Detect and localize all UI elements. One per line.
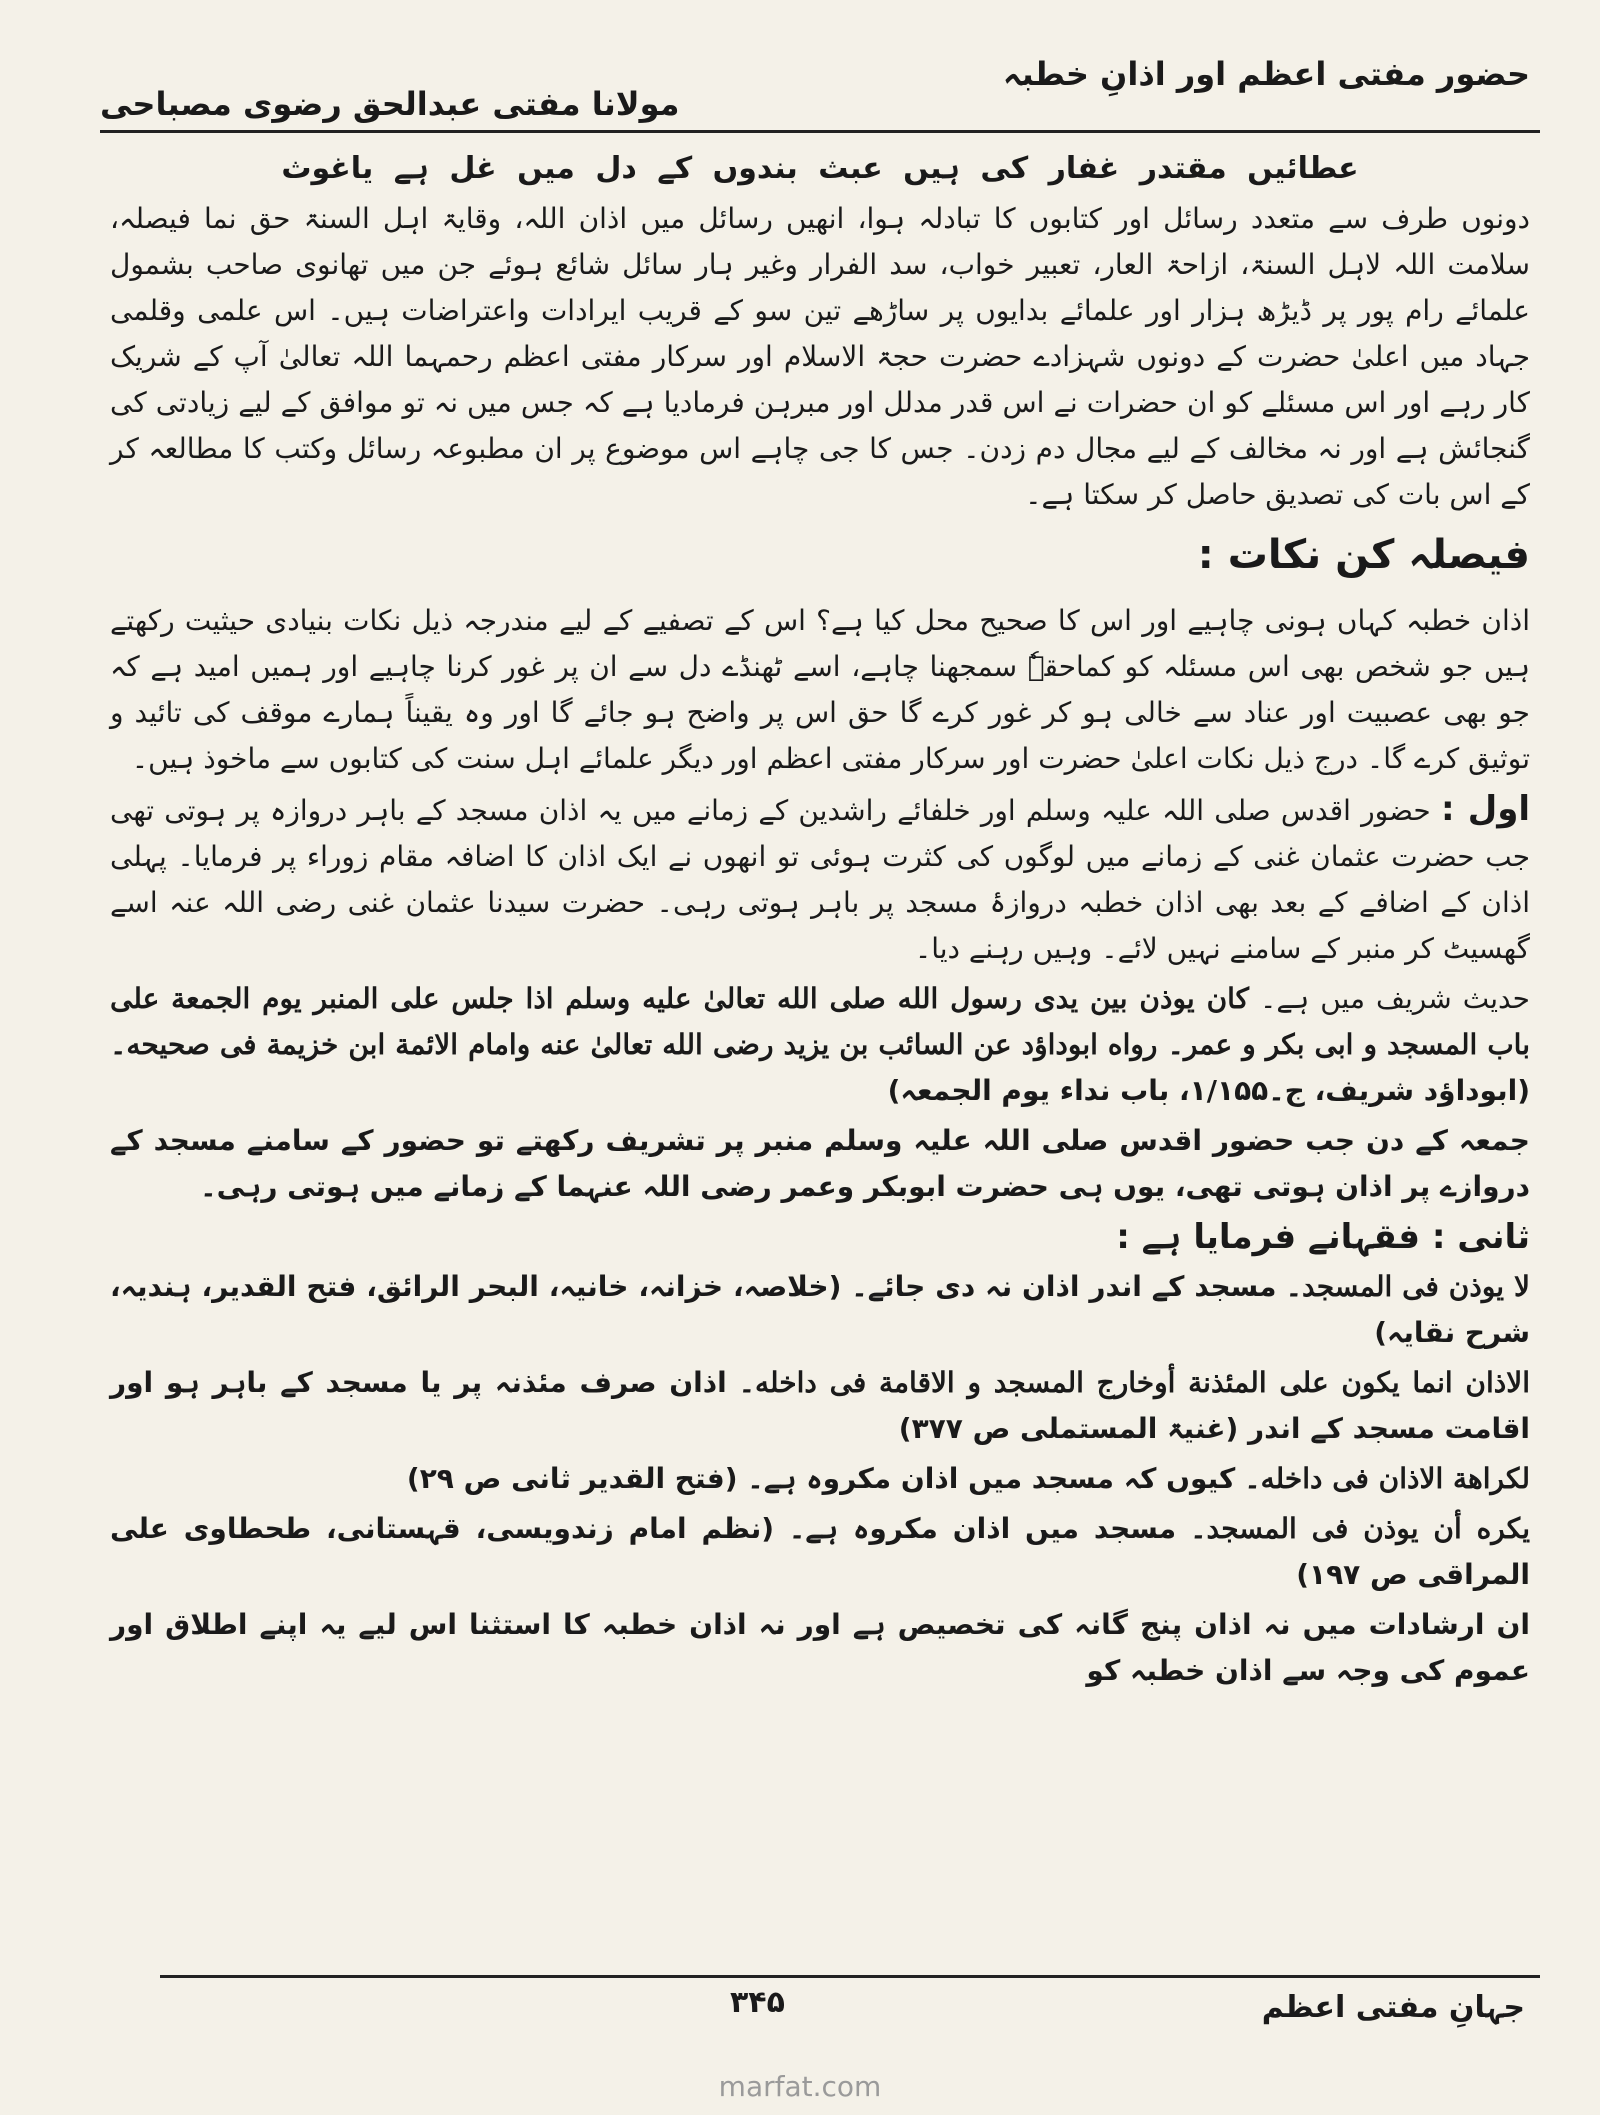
book-title: جہانِ مفتی اعظم bbox=[1261, 1990, 1525, 2025]
paragraph-points-intro: اذان خطبہ کہاں ہونی چاہیے اور اس کا صحیح محل کیا ہے؟ اس کے تصفیے کے لیے مندرجہ ذیل نکات بنیادی حیثیت رکھتے ہیں جو شخص بھی اس مسئلہ کو کماحقہٗ سمجھنا چاہے، اسے ٹھنڈے دل سے ان پر غور کرنا چاہیے اور ہمیں امید ہے کہ جو بھی عصبیت اور عناد سے خالی ہو کر غور کرے گا حق اس پر واضح ہو جائے گا اور وہ یقیناً ہمارے موقف کی تائید و توثیق کرے گا۔ درج ذیل نکات اعلیٰ حضرت اور سرکار مفتی اعظم اور دیگر علمائے اہل سنت کی کتابوں سے ماخوذ ہیں۔ bbox=[110, 604, 1530, 775]
quote-3-urdu: کیوں کہ مسجد میں اذان مکروہ ہے۔ (فتح القدیر ثانی ص ۲۹) bbox=[406, 1462, 1236, 1495]
awwal-text: حضور اقدس صلی اللہ علیہ وسلم اور خلفائے راشدین کے زمانے میں یہ اذان مسجد کے باہر دروازہ پر ہوتی تھی جب حضرت عثمان غنی کے زمانے میں لوگوں کی کثرت ہوئی تو انھوں نے ایک اذان کا اضافہ مقام زوراء پر فرمایا۔ پہلی اذان کے اضافے کے بعد بھی اذان خطبہ دروازۂ مسجد پر باہر ہوتی رہی۔ حضرت سیدنا عثمان غنی رضی اللہ عنہ اسے گھسیٹ کر منبر کے سامنے نہیں لائے۔ وہیں رہنے دیا۔ bbox=[110, 794, 1530, 965]
hadith-lead: حدیث شریف میں ہے۔ bbox=[1260, 982, 1530, 1015]
hadith-reference: (ابوداؤد شریف، ج۔۱/۱۵۵، باب نداء یوم الجمعہ) bbox=[887, 1074, 1530, 1107]
section-heading: فیصلہ کن نکات : bbox=[1197, 532, 1530, 578]
paragraph-conclusion: ان ارشادات میں نہ اذان پنج گانہ کی تخصیص ہے اور نہ اذان خطبہ کا استثنا اس لیے یہ اپنے اطلاق اور عموم کی وجہ سے اذان خطبہ کو bbox=[110, 1608, 1530, 1687]
paragraph-hadith bbox=[110, 976, 1530, 1114]
hadith-arabic: كان يوذن بين يدى رسول الله صلى الله تعالىٰ عليه وسلم اذا جلس على المنبر يوم الجمعة على باب المسجد و ابى بكر و عمر۔ رواه ابوداؤد عن السائب بن يزيد رضى الله تعالىٰ عنه وامام الائمة ابن خزيمة فى صحيحه۔ bbox=[110, 982, 1530, 1061]
quote-2 bbox=[110, 1360, 1530, 1452]
quote-1-urdu: مسجد کے اندر اذان نہ دی جائے۔ (خلاصہ، خزانہ، خانیہ، البحر الرائق، فتح القدیر، ہندیہ، شرح نقایہ) bbox=[110, 1270, 1530, 1349]
quote-1-arabic: لا يوذن فى المسجد۔ bbox=[1285, 1270, 1530, 1303]
header-rule bbox=[100, 130, 1540, 133]
paragraph-hadith-translation: جمعہ کے دن جب حضور اقدس صلی اللہ علیہ وسلم منبر پر تشریف رکھتے تو حضور کے سامنے مسجد کے دروازے پر اذان ہوتی تھی، یوں ہی حضرت ابوبکر وعمر رضی اللہ عنہما کے زمانے میں ہوتی رہی۔ bbox=[110, 1124, 1530, 1203]
quote-3-arabic: لكراهة الاذان فى داخله۔ bbox=[1244, 1462, 1530, 1495]
paragraph-awwal bbox=[110, 786, 1530, 972]
quote-4-urdu: مسجد میں اذان مکروہ ہے۔ (نظم امام زندویسی، قہستانی، طحطاوی علی المراقی ص ۱۹۷) bbox=[110, 1512, 1530, 1591]
quote-2-arabic: الاذان انما يكون على المئذنة أوخارج المسجد و الاقامة فى داخله۔ bbox=[738, 1366, 1530, 1399]
paragraph-intro: دونوں طرف سے متعدد رسائل اور کتابوں کا تبادلہ ہوا، انھیں رسائل میں اذان اللہ، وقایۃ اہل السنۃ حق نما فیصلہ، سلامت اللہ لاہل السنۃ، ازاحۃ العار، تعبیر خواب، سد الفرار وغیر ہار سائل شائع ہوئے جن میں تھانوی صاحب بشمول علمائے رام پور پر ڈیڑھ ہزار اور علمائے بدایوں پر ساڑھے تین سو کے قریب ایرادات واعتراضات ہیں۔ اس علمی وقلمی جہاد میں اعلیٰ حضرت کے دونوں شہزادے حضرت حجۃ الاسلام اور سرکار مفتی اعظم رحمہما اللہ تعالیٰ آپ کے شریک کار رہے اور اس مسئلے کو ان حضرات نے اس قدر مدلل اور مبرہن فرمادیا ہے کہ جس میں نہ تو موافق کے لیے زیادتی کی گنجائش ہے اور نہ مخالف کے لیے مجال دم زدن۔ جس کا جی چاہے اس موضوع پر ان مطبوعہ رسائل وکتب کا مطالعہ کر کے اس بات کی تصدیق حاصل کر سکتا ہے۔ bbox=[110, 202, 1530, 511]
footer-rule bbox=[160, 1975, 1540, 1978]
quote-1 bbox=[110, 1264, 1530, 1356]
page-number: ۳۴۵ bbox=[730, 1985, 785, 2020]
quote-2-urdu: اذان صرف مئذنہ پر یا مسجد کے باہر ہو اور اقامت مسجد کے اندر (غنیۃ المستملی ص ۳۷۷) bbox=[110, 1366, 1530, 1445]
author-name: مولانا مفتی عبدالحق رضوی مصباحی bbox=[100, 85, 680, 123]
page-body bbox=[110, 140, 1530, 1698]
running-title: حضور مفتی اعظم اور اذانِ خطبہ bbox=[1002, 55, 1530, 93]
quote-4 bbox=[110, 1506, 1530, 1598]
page-header bbox=[100, 55, 1530, 135]
quote-3 bbox=[110, 1456, 1530, 1502]
sani-heading: ثانی : فقہانے فرمایا ہے : bbox=[1116, 1217, 1530, 1257]
awwal-label: اول : bbox=[1440, 789, 1530, 829]
watermark: marfat.com bbox=[718, 2070, 882, 2103]
verse-couplet: عطائیں مقتدر غفار کی ہیں عبث بندوں کے دل میں غل ہے یاغوث bbox=[281, 151, 1359, 186]
quote-4-arabic: يكره أن يوذن فى المسجد۔ bbox=[1190, 1512, 1530, 1545]
